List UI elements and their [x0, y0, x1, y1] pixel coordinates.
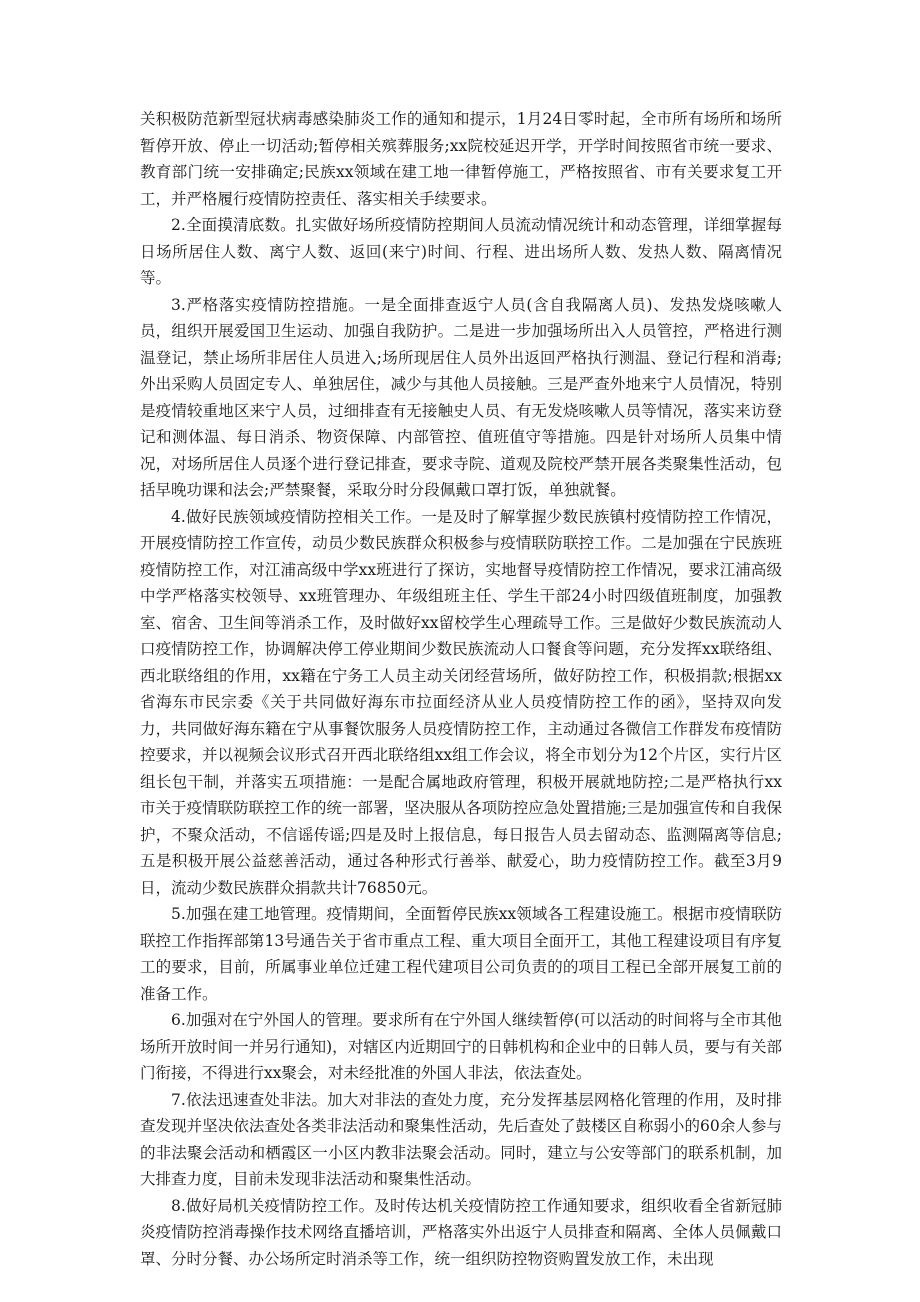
paragraph-item-4: 4.做好民族领域疫情防控相关工作。一是及时了解掌握少数民族镇村疫情防控工作情况，开展疫情防控工作宣传，动员少数民族群众积极参与疫情联防联控工作。二是加强在宁民族班疫情防控工作，对江浦高级中学xx班进行了探访，实地督导疫情防控工作情况，要求江浦高级中学严格落实校领导、xx班管理办、年级组班主任、学生干部24小时四级值班制度，加强教室、宿舍、卫生间等消杀工作，及时做好xx留校学生心理疏导工作。三是做好少数民族流动人口疫情防控工作，协调解决停工停业期间少数民族流动人口餐食等问题，充分发挥xx联络组、西北联络组的作用，xx籍在宁务工人员主动关闭经营场所，做好防控工作，积极捐款;根据xx省海东市民宗委《关于共同做好海东市拉面经济从业人员疫情防控工作的函》，坚持双向发力，共同做好海东籍在宁从事餐饮服务人员疫情防控工作，主动通过各微信工作群发布疫情防控要求，并以视频会议形式召开西北联络组xx组工作会议，将全市划分为12个片区，实行片区组长包干制，并落实五项措施：一是配合属地政府管理，积极开展就地防控;二是严格执行xx市关于疫情联防联控工作的统一部署，坚决服从各项防控应急处置措施;三是加强宣传和自我保护，不聚众活动，不信谣传谣;四是及时上报信息，每日报告人员去留动态、监测隔离等信息;五是积极开展公益慈善活动，通过各种形式行善举、献爱心，助力疫情防控工作。截至3月9日，流动少数民族群众捐款共计76850元。 — [140, 507, 782, 897]
paragraph-item-5: 5.加强在建工地管理。疫情期间，全面暂停民族xx领域各工程建设施工。根据市疫情联防联控工作指挥部第13号通告关于省市重点工程、重大项目全面开工，其他工程建设项目有序复工的要求，目前，所属事业单位迁建工程代建项目公司负责的的项目工程已全部开展复工前的准备工作。 — [140, 905, 782, 1003]
document-body — [140, 106, 782, 1272]
paragraph-item-8: 8.做好局机关疫情防控工作。及时传达机关疫情防控工作通知要求，组织收看全省新冠肺炎疫情防控消毒操作技术网络直播培训，严格落实外出返宁人员排查和隔离、全体人员佩戴口罩、分时分餐、办公场所定时消杀等工作，统一组织防控物资购置发放工作，未出现 — [140, 1196, 782, 1268]
paragraph-item-7: 7.依法迅速查处非法。加大对非法的查处力度，充分发挥基层网格化管理的作用，及时排查发现并坚决依法查处各类非法活动和聚集性活动，先后查处了鼓楼区自称弱小的60余人参与的非法聚会活动和栖霞区一小区内教非法聚会活动。同时，建立与公安等部门的联系机制，加大排查力度，目前未发现非法活动和聚集性活动。 — [140, 1090, 782, 1188]
paragraph-item-2: 2.全面摸清底数。扎实做好场所疫情防控期间人员流动情况统计和动态管理，详细掌握每日场所居住人数、离宁人数、返回(来宁)时间、行程、进出场所人数、发热人数、隔离情况等。 — [140, 216, 782, 287]
paragraph-item-6: 6.加强对在宁外国人的管理。要求所有在宁外国人继续暂停(可以活动的时间将与全市其他场所开放时间一并另行通知)，对辖区内近期回宁的日韩机构和企业中的日韩人员，要与有关部门衔接，不得进行xx聚会，对未经批准的外国人非法，依法查处。 — [140, 1011, 782, 1082]
paragraph-item-3: 3.严格落实疫情防控措施。一是全面排查返宁人员(含自我隔离人员)、发热发烧咳嗽人员，组织开展爱国卫生运动、加强自我防护。二是进一步加强场所出入人员管控，严格进行测温登记，禁止场所非居住人员进入;场所现居住人员外出返回严格执行测温、登记行程和消毒;外出采购人员固定专人、单独居住，减少与其他人员接触。三是严查外地来宁人员情况，特别是疫情较重地区来宁人员，过细排查有无接触史人员、有无发烧咳嗽人员等情况，落实来访登记和测体温、每日消杀、物资保障、内部管控、值班值守等措施。四是针对场所人员集中情况，对场所居住人员逐个进行登记排查，要求寺院、道观及院校严禁开展各类聚集性活动，包括早晚功课和法会;严禁聚餐，采取分时分段佩戴口罩打饭，单独就餐。 — [140, 295, 782, 499]
paragraph-intro: 关积极防范新型冠状病毒感染肺炎工作的通知和提示，1月24日零时起，全市所有场所和场所暂停开放、停止一切活动;暂停相关殡葬服务;xx院校延迟开学，开学时间按照省市统一要求、教育部门统一安排确定;民族xx领域在建工地一律暂停施工，严格按照省、市有关要求复工开工，并严格履行疫情防控责任、落实相关手续要求。 — [140, 110, 782, 208]
